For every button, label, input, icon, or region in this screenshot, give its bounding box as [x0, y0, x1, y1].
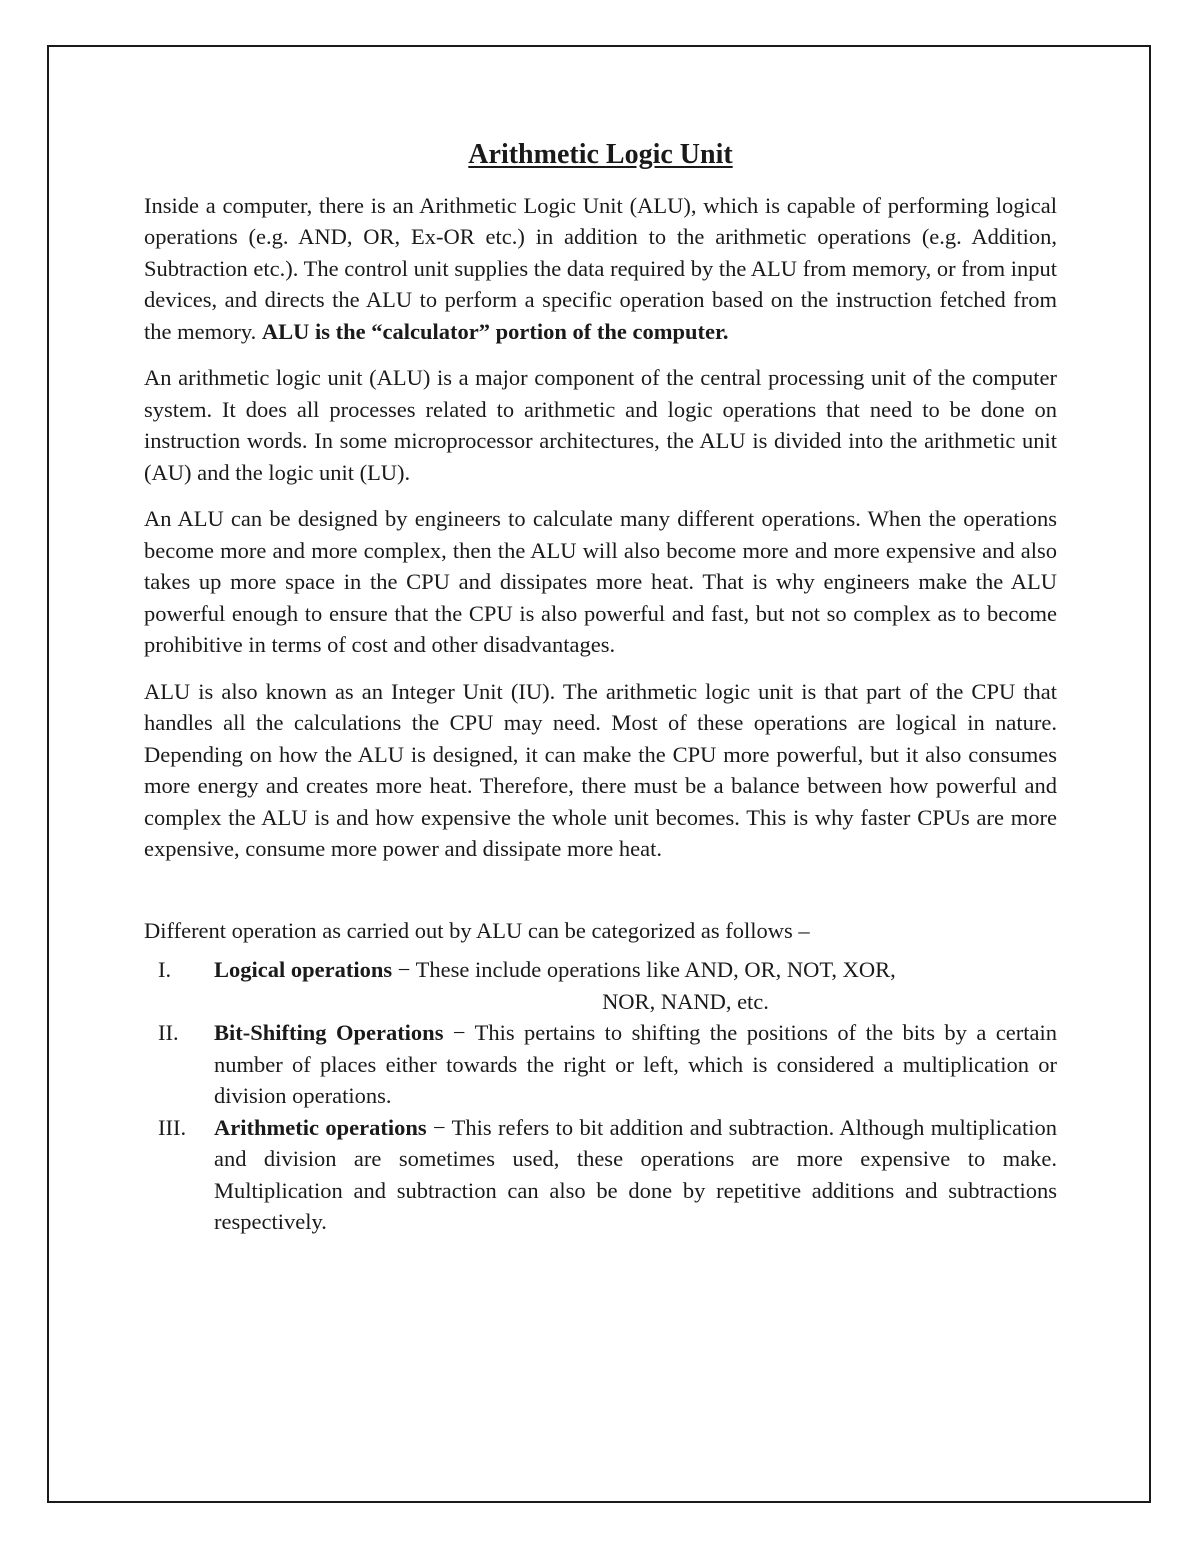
operations-list: [144, 954, 1057, 1238]
operations-intro: Different operation as carried out by ALU can be categorized as follows –: [144, 917, 810, 943]
list-item-body: [214, 1112, 1057, 1238]
list-item-desc: − These include operations like AND, OR, NOT, XOR,: [392, 957, 896, 983]
paragraph-component: An arithmetic logic unit (ALU) is a major component of the central processing unit of the computer system. It does all processes related to arithmetic and logic operations that need to be done on instruction words. In some microprocessor architectures, the ALU is divided into the arithmetic unit (AU) and the logic unit (LU).: [144, 365, 1057, 485]
list-item-desc: − This refers to bit addition and subtraction. Although multiplication and division are sometimes used, these operations are more expensive to make. Multiplication and subtraction can also be done by repetitive additions and subtractions respectively.: [214, 1114, 1057, 1235]
paragraph-intro: [144, 190, 1057, 348]
list-item-name: Logical operations: [214, 957, 393, 983]
calculator-sentence: ALU is the “calculator” portion of the computer.: [261, 318, 729, 344]
list-item-number: III.: [158, 1114, 187, 1140]
paragraph-intro-text: Inside a computer, there is an Arithmetic Logic Unit (ALU), which is capable of performing logical operations (e.g. AND, OR, Ex-OR etc.) in addition to the arithmetic operations (e.g. Addition, Subtraction etc.). The control unit supplies the data required by the ALU from memory, or from input devices, and directs the ALU to perform a specific operation based on the instruction fetched from the memory.: [144, 192, 1057, 344]
page-title: Arithmetic Logic Unit: [468, 139, 733, 170]
list-item-number: II.: [158, 1020, 179, 1046]
list-item-tail: NOR, NAND, etc.: [602, 988, 769, 1014]
list-item: [144, 1017, 1057, 1112]
list-item-body: [214, 954, 1057, 1017]
list-item-number: I.: [158, 957, 172, 983]
list-item: [144, 954, 1057, 1017]
list-item-body: [214, 1017, 1057, 1112]
list-item-desc: − This pertains to shifting the positions of the bits by a certain number of places either towards the right or left, which is considered a multiplication or division operations.: [214, 1020, 1057, 1109]
list-item-name: Bit-Shifting Operations: [214, 1020, 444, 1046]
list-item: [144, 1112, 1057, 1238]
list-item-name: Arithmetic operations: [214, 1114, 427, 1140]
paragraph-integer-unit: ALU is also known as an Integer Unit (IU). The arithmetic logic unit is that part of the CPU that handles all the calculations the CPU may need. Most of these operations are logical in nature. Depending on how the ALU is designed, it can make the CPU more powerful, but it also consumes more energy and creates more heat. Therefore, there must be a balance between how powerful and complex the ALU is and how expensive the whole unit becomes. This is why faster CPUs are more expensive, consume more power and dissipate more heat.: [144, 678, 1057, 862]
paragraph-design: An ALU can be designed by engineers to calculate many different operations. When the operations become more and more complex, then the ALU will also become more and more expensive and also takes up more space in the CPU and dissipates more heat. That is why engineers make the ALU powerful enough to ensure that the CPU is also powerful and fast, but not so complex as to become prohibitive in terms of cost and other disadvantages.: [144, 506, 1057, 658]
document-body: [144, 138, 1057, 1238]
